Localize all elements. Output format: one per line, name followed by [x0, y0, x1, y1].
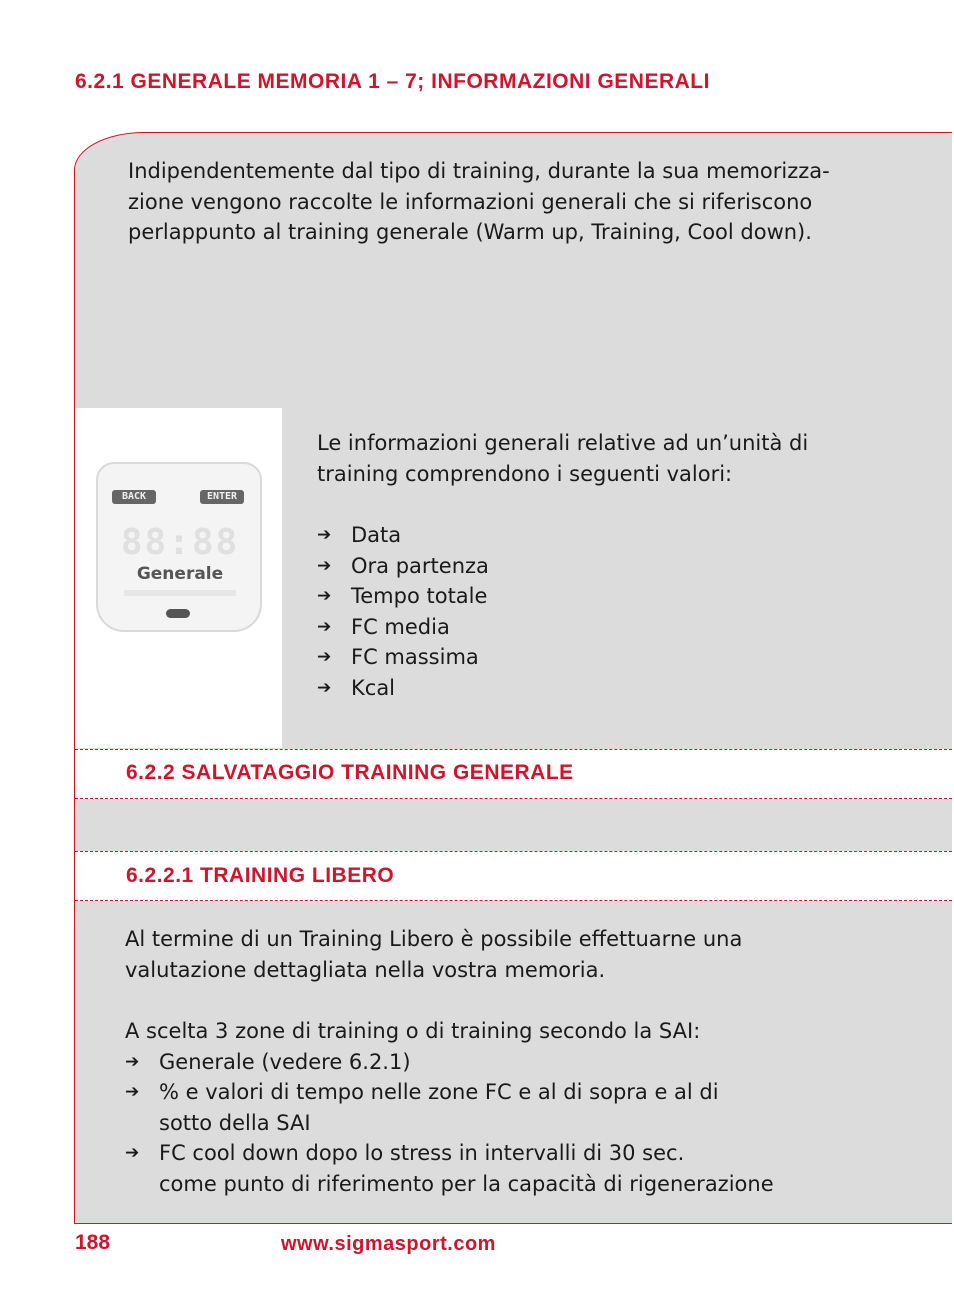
device-enter-button: ENTER	[200, 490, 244, 504]
arrow-icon: ➔	[317, 647, 332, 667]
libero-list	[125, 1047, 925, 1200]
values-block	[317, 428, 937, 703]
intro-line: perlappunto al training generale (Warm up, Training, Cool down).	[128, 220, 812, 244]
libero-choice-intro: A scelta 3 zone di training o di training secondo la SAI:	[125, 1019, 701, 1043]
page-number: 188	[75, 1231, 111, 1254]
arrow-icon: ➔	[125, 1143, 140, 1163]
list-item: ➔ Tempo totale	[317, 581, 937, 612]
footer-url-link[interactable]: www.sigmasport.com	[281, 1233, 496, 1255]
list-item: ➔ FC cool down dopo lo stress in intervalli di 30 sec. come punto di riferimento per la capacità di rigenerazione	[125, 1138, 925, 1199]
list-item: ➔ Ora partenza	[317, 551, 937, 582]
arrow-icon: ➔	[317, 616, 332, 637]
list-item: ➔ Kcal	[317, 673, 937, 704]
sigma-logo-icon	[166, 609, 190, 618]
list-item: ➔ Data	[317, 520, 937, 551]
arrow-icon: ➔	[125, 1051, 140, 1072]
list-item: ➔ FC media	[317, 612, 937, 643]
values-intro-line: Le informazioni generali relative ad un’unità di	[317, 431, 809, 455]
device-display-label: Generale	[136, 564, 224, 584]
libero-line: Al termine di un Training Libero è possibile effettuarne una	[125, 927, 743, 951]
values-intro-line: training comprendono i seguenti valori:	[317, 461, 733, 486]
arrow-icon: ➔	[317, 586, 332, 606]
libero-block	[125, 924, 925, 1199]
arrow-icon: ➔	[317, 525, 332, 545]
intro-line: Indipendentemente dal tipo di training, durante la sua memorizza-	[128, 159, 830, 183]
arrow-icon: ➔	[317, 677, 332, 698]
intro-paragraph	[128, 156, 848, 248]
list-item: ➔ Generale (vedere 6.2.1)	[125, 1047, 925, 1078]
values-list	[317, 520, 937, 703]
intro-line: zione vengono raccolte le informazioni generali che si riferiscono	[128, 189, 813, 214]
section-heading-6221: 6.2.2.1 TRAINING LIBERO	[126, 864, 395, 887]
list-item: ➔ FC massima	[317, 642, 937, 673]
arrow-icon: ➔	[125, 1082, 140, 1102]
arrow-icon: ➔	[317, 555, 332, 576]
device-bar	[124, 590, 236, 596]
device-digit-display: 88:88	[120, 522, 240, 563]
section-heading-621: 6.2.1 GENERALE MEMORIA 1 – 7; INFORMAZIONI GENERALI	[75, 70, 710, 93]
section-heading-622: 6.2.2 SALVATAGGIO TRAINING GENERALE	[126, 761, 574, 784]
list-item: ➔ % e valori di tempo nelle zone FC e al di sopra e al di sotto della SAI	[125, 1077, 925, 1138]
device-back-button: BACK	[112, 490, 156, 504]
libero-line: valutazione dettagliata nella vostra memoria.	[125, 957, 606, 982]
device-illustration	[96, 462, 262, 632]
